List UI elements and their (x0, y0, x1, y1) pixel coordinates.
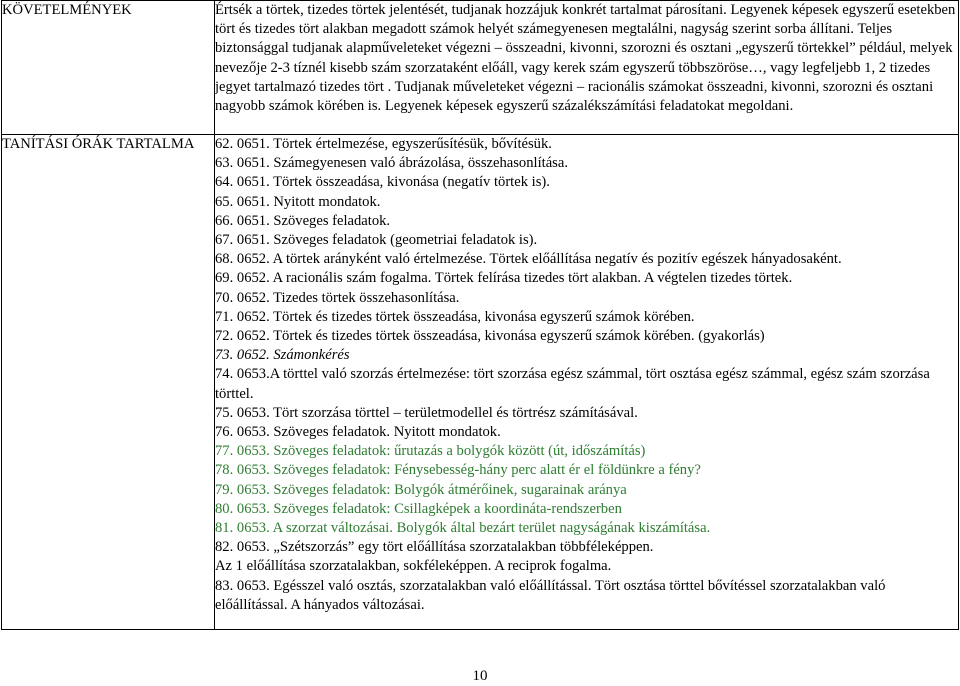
page-number: 10 (472, 668, 488, 684)
lesson-item: 83. 0653. Egésszel való osztás, szorzatalakban való előállítással. Tört osztása törttel bővítéssel szorzatalakban való előállítással. A hányados változásai. (215, 577, 886, 613)
lessons-label: TANÍTÁSI ÓRÁK TARTALMA (2, 135, 215, 630)
lesson-item: 82. 0653. „Szétszorzás” egy tört előállítása szorzatalakban többféleképpen. (215, 539, 654, 556)
lesson-item: 81. 0653. A szorzat változásai. Bolygók által bezárt terület nagyságának kiszámítása. (215, 520, 711, 537)
lesson-item: 80. 0653. Szöveges feladatok: Csillagképek a koordináta-rendszerben (215, 500, 622, 517)
lesson-item: 78. 0653. Szöveges feladatok: Fénysebesség-hány perc alatt ér el földünkre a fény? (215, 462, 701, 479)
lesson-item: 67. 0651. Szöveges feladatok (geometriai feladatok is). (215, 232, 538, 249)
curriculum-table (1, 0, 959, 630)
lesson-item: 73. 0652. Számonkérés (215, 347, 350, 364)
lesson-item: 76. 0653. Szöveges feladatok. Nyitott mondatok. (215, 424, 501, 441)
lesson-item: 79. 0653. Szöveges feladatok: Bolygók átmérőinek, sugarainak aránya (215, 481, 627, 498)
lesson-item: Az 1 előállítása szorzatalakban, sokféleképpen. A reciprok fogalma. (215, 558, 612, 575)
lessons-list (215, 135, 959, 630)
lesson-item: 63. 0651. Számegyenesen való ábrázolása, összehasonlítása. (215, 155, 568, 172)
lesson-item: 74. 0653.A törttel való szorzás értelmezése: tört szorzása egész számmal, tört osztása egész számmal, egész szám szorzása törttel. (215, 366, 930, 402)
lesson-item: 75. 0653. Tört szorzása törttel – területmodellel és törtrész számításával. (215, 404, 638, 421)
lessons-row (2, 135, 959, 630)
requirements-text: Értsék a törtek, tizedes törtek jelentését, tudjanak hozzájuk konkrét tartalmat párosítani. Legyenek képesek egyszerű esetekben tört és tizedes tört alakban megadott számok helyét számegyenesen megtalálni, nagyság szerint sorba állítani. Teljes biztonsággal tudjanak alapműveleteket végezni – összeadni, kivonni, szorozni és osztani „egyszerű törtekkel” például, melyek nevezője 2-3 tíznél kisebb szám szorzataként előáll, vagy kerek szám egyszerű többszöröse…, vagy legfeljebb 1, 2 tizedes jegyet tartalmazó tizedes tört . Tudjanak műveleteket végezni – racionális számokat összeadni, kivonni, szorozni és osztani nagyobb számok körében is. Legyenek képesek egyszerű százalékszámítási feladatokat megoldani. (215, 1, 959, 135)
requirements-row (2, 1, 959, 135)
lesson-item: 68. 0652. A törtek arányként való értelmezése. Törtek előállítása negatív és pozitív egészek hányadosaként. (215, 251, 842, 268)
lesson-item: 62. 0651. Törtek értelmezése, egyszerűsítésük, bővítésük. (215, 136, 552, 152)
lesson-item: 64. 0651. Törtek összeadása, kivonása (negatív törtek is). (215, 174, 550, 191)
requirements-label: KÖVETELMÉNYEK (2, 1, 215, 135)
lesson-item: 70. 0652. Tizedes törtek összehasonlítása. (215, 289, 460, 306)
lesson-item: 65. 0651. Nyitott mondatok. (215, 193, 381, 210)
lesson-item: 66. 0651. Szöveges feladatok. (215, 212, 391, 229)
lesson-item: 69. 0652. A racionális szám fogalma. Törtek felírása tizedes tört alakban. A végtelen tizedes törtek. (215, 270, 793, 287)
lesson-item: 77. 0653. Szöveges feladatok: űrutazás a bolygók között (út, időszámítás) (215, 443, 646, 460)
lesson-item: 71. 0652. Törtek és tizedes törtek összeadása, kivonása egyszerű számok körében. (215, 308, 695, 325)
lesson-item: 72. 0652. Törtek és tizedes törtek összeadása, kivonása egyszerű számok körében. (gyakorlás) (215, 328, 765, 345)
